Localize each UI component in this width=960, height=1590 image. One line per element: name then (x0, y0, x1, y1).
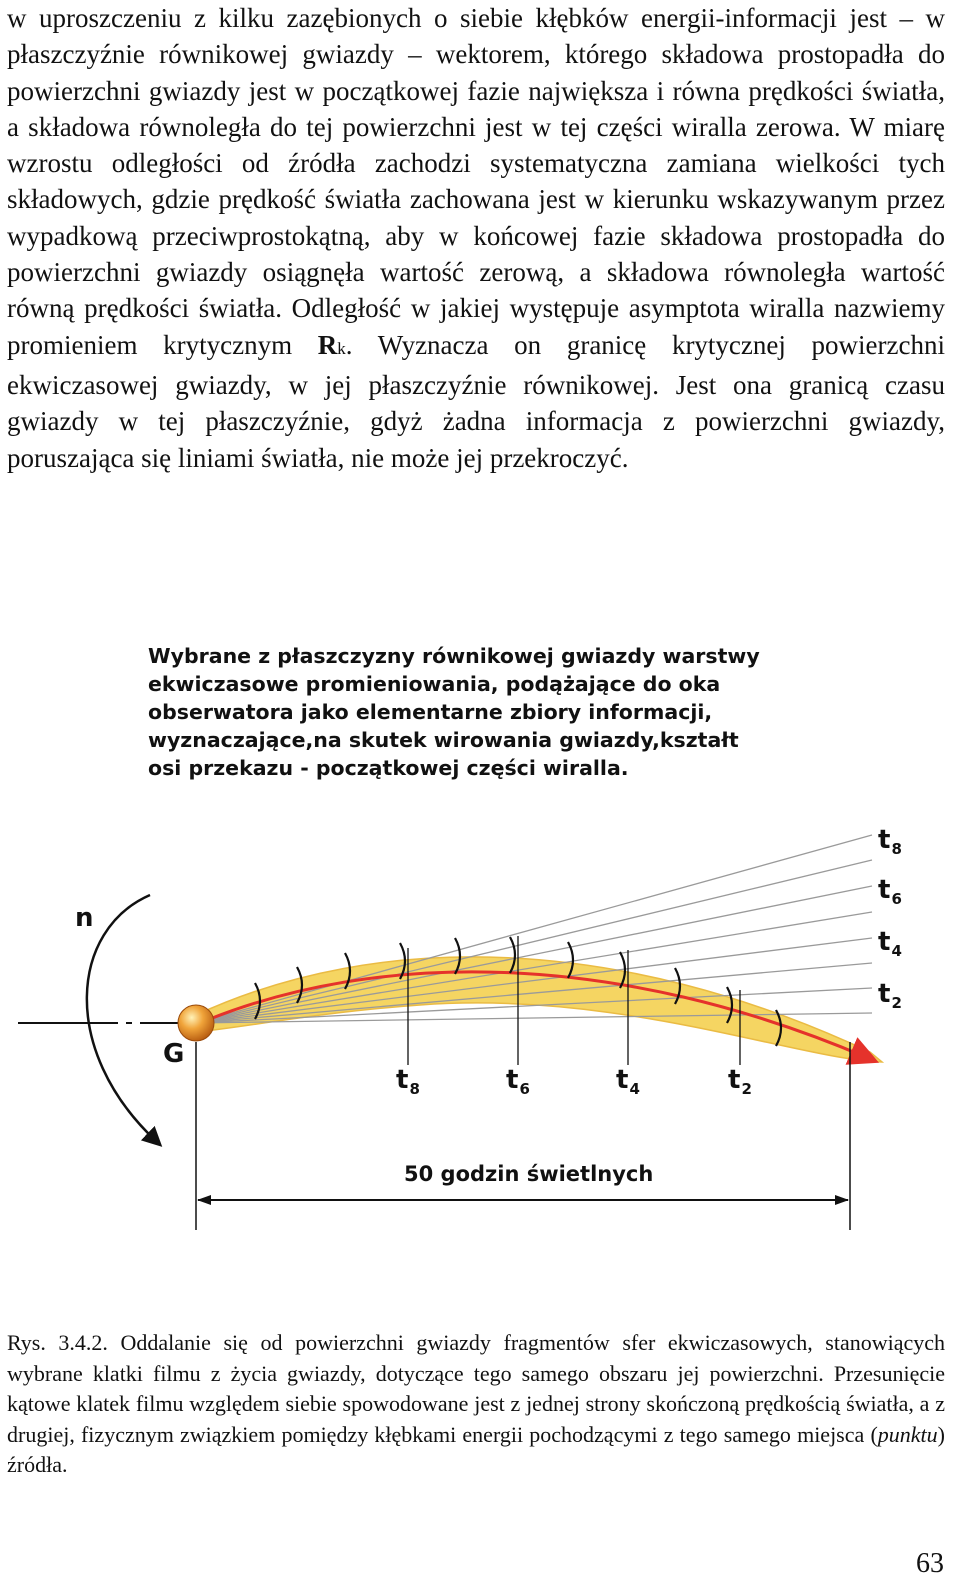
caption-text-end: ) źródła. (7, 1421, 945, 1478)
wirall-diagram (0, 630, 960, 1320)
body-paragraph (7, 0, 945, 476)
critical-radius-symbol: Rk (317, 329, 346, 360)
figure-title-line: obserwatora jako elementarne zbiory informacji, (148, 700, 713, 724)
figure-title-line: osi przekazu - początkowej części wiralla. (148, 756, 629, 780)
right-time-labels (878, 825, 902, 1012)
time-label-right: $t_2$ (878, 979, 902, 1012)
time-label-bottom: $t_8$ (396, 1065, 420, 1098)
time-label-right: $t_8$ (878, 825, 902, 858)
bottom-time-labels (396, 1065, 752, 1098)
figure-caption (7, 1328, 945, 1481)
label-g: G (163, 1039, 185, 1069)
body-text-part2: . Wyznacza on granicę krytycznej powierzchni ekwiczasowej gwiazdy, w jej płaszczyźnie równikowej. Jest ona granicą czasu gwiazdy w tej płaszczyźnie, gdyż żadna informacja z powierzchni gwiazdy, poruszająca się liniami światła, nie może jej przekroczyć. (7, 329, 945, 473)
body-text-part1: w uproszczeniu z kilku zazębionych o siebie kłębków energii-informacji jest – w płaszczyźnie równikowej gwiazdy – wektorem, którego składowa prostopadła do powierzchni gwiazdy jest w początkowej fazie największa i równa prędkości światła, a składowa równoległa do tej powierzchni jest w tej części wiralla zerowa. W miarę wzrostu odległości od źródła zachodzi systematyczna zamiana wielkości tych składowych, gdzie prędkość światła zachowana jest w kierunku wskazywanym przez wypadkową przeciwprostokątną, aby w końcowej fazie składowa prostopadła do powierzchni gwiazdy osiągnęła wartość zerową, a składowa równoległa wartość równą prędkości światła. Odległość w jakiej występuje asymptota wiralla nazwiemy promieniem krytycznym (7, 3, 945, 360)
distance-dimension (196, 1042, 850, 1230)
caption-italic: punktu (877, 1421, 938, 1447)
dimension-label: 50 godzin świetlnych (404, 1162, 654, 1186)
caption-text: Oddalanie się od powierzchni gwiazdy fragmentów sfer ekwiczasowych, stanowiących wybrane klatki filmu z życia gwiazdy, dotyczące tego samego obszaru jej powierzchni. Przesunięcie kątowe klatek filmu względem siebie spowodowane jest z jednej strony skończoną prędkością światła, a z drugiej, fizycznym związkiem pomiędzy kłębkami energii pochodzącymi z tego samego miejsca ( (7, 1330, 945, 1447)
caption-prefix: Rys. 3.4.2. (7, 1330, 108, 1355)
figure-title-line: wyznaczające,na skutek wirowania gwiazdy,kształt (148, 728, 739, 752)
rotation-arrow (87, 895, 155, 1140)
time-label-right: $t_4$ (878, 927, 902, 960)
star-source (178, 1005, 214, 1041)
figure-title-line: ekwiczasowe promieniowania, podążające do oka (148, 672, 721, 696)
figure-title (148, 644, 760, 780)
label-n: n (75, 903, 94, 933)
time-label-bottom: $t_4$ (616, 1065, 640, 1098)
time-label-bottom: $t_6$ (506, 1065, 530, 1098)
figure-title-line: Wybrane z płaszczyzny równikowej gwiazdy warstwy (148, 644, 760, 668)
time-label-right: $t_6$ (878, 875, 902, 908)
page-number: 63 (916, 1548, 944, 1579)
time-label-bottom: $t_2$ (728, 1065, 752, 1098)
